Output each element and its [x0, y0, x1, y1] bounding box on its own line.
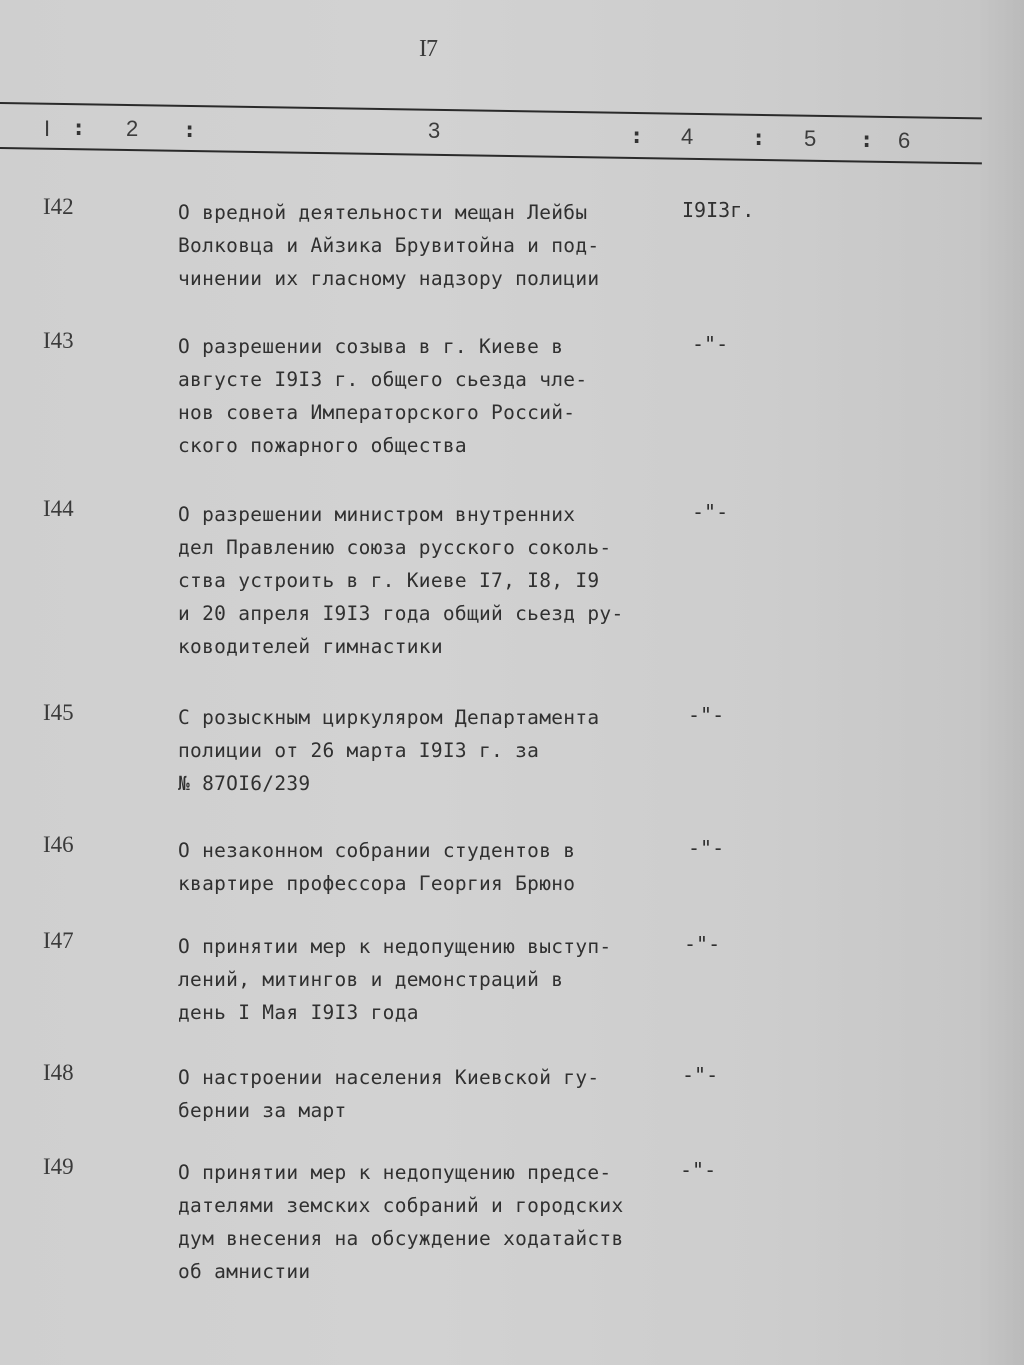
page-edge-shadow	[980, 0, 1024, 1365]
entry-title-line: О настроении населения Киевской гу-	[178, 1066, 600, 1089]
entry-date: -"-	[688, 836, 725, 860]
entry-title	[178, 834, 698, 900]
column-header-2: 2	[126, 116, 139, 141]
entry-title-line: день I Мая I9I3 года	[178, 1001, 419, 1024]
entry-title	[178, 1061, 698, 1127]
column-separator: :	[183, 118, 197, 143]
entry-title-line: квартире профессора Георгия Брюно	[178, 872, 576, 895]
entry-title-line: дум внесения на обсуждение ходатайств	[178, 1227, 624, 1250]
entry-date: -"-	[692, 332, 729, 356]
entry-title-line: О незаконном собрании студентов в	[178, 839, 576, 862]
entry-title-line: О вредной деятельности мещан Лейбы	[178, 201, 588, 224]
entry-date: -"-	[684, 932, 721, 956]
entry-title	[178, 498, 698, 663]
entry-title-line: О принятии мер к недопущению предсе-	[178, 1161, 612, 1184]
column-separator: :	[752, 126, 766, 151]
entry-title-line: дел Правлению союза русского соколь-	[178, 536, 612, 559]
entry-number: I47	[43, 928, 74, 953]
entry-title-line: дателями земских собраний и городских	[178, 1194, 624, 1217]
entry-date: -"-	[692, 500, 729, 524]
page-number: I7	[419, 36, 437, 62]
entry-title	[178, 196, 698, 295]
entry-date: -"-	[680, 1158, 717, 1182]
entry-number: I49	[43, 1154, 74, 1179]
column-separator: :	[860, 128, 874, 153]
column-header-1: I	[44, 116, 51, 141]
entry-title	[178, 701, 698, 800]
entry-title-line: лений, митингов и демонстраций в	[178, 968, 564, 991]
entry-title-line: Волковца и Айзика Брувитойна и под-	[178, 234, 600, 257]
entry-title-line: и 20 апреля I9I3 года общий сьезд ру-	[178, 602, 624, 625]
entry-title-line: полиции от 26 марта I9I3 г. за	[178, 739, 540, 762]
entry-title-line: С розыскным циркуляром Департамента	[178, 706, 600, 729]
entry-title	[178, 1156, 698, 1288]
entry-number: I42	[43, 194, 74, 219]
entry-title	[178, 930, 698, 1029]
entry-number: I45	[43, 700, 74, 725]
column-header-5: 5	[804, 126, 817, 151]
entry-title-line: августе I9I3 г. общего сьезда чле-	[178, 368, 588, 391]
entry-number: I44	[43, 496, 74, 521]
column-header-4: 4	[681, 124, 694, 149]
entry-title-line: О принятии мер к недопущению выступ-	[178, 935, 612, 958]
header-rule-bottom	[0, 147, 982, 164]
entry-date: I9I3г.	[682, 198, 755, 222]
entry-date: -"-	[688, 703, 725, 727]
entry-title-line: О разрешении министром внутренних	[178, 503, 576, 526]
entry-title-line: ского пожарного общества	[178, 434, 467, 457]
entry-title-line: об амнистии	[178, 1260, 311, 1283]
column-separator: :	[630, 124, 644, 149]
entry-number: I46	[43, 832, 74, 857]
entry-date: -"-	[682, 1063, 719, 1087]
column-header-3: 3	[428, 118, 441, 143]
entry-title-line: нов совета Императорского Россий-	[178, 401, 576, 424]
entry-number: I43	[43, 328, 74, 353]
entry-title-line: ства устроить в г. Киеве I7, I8, I9	[178, 569, 600, 592]
entry-title-line: О разрешении созыва в г. Киеве в	[178, 335, 564, 358]
entry-title-line: чинении их гласному надзору полиции	[178, 267, 600, 290]
entry-number: I48	[43, 1060, 74, 1085]
entry-title	[178, 330, 698, 462]
column-header-6: 6	[898, 128, 911, 153]
header-rule-top	[0, 102, 982, 119]
entry-title-line: № 87OI6/239	[178, 772, 311, 795]
column-separator: :	[72, 116, 86, 141]
entry-title-line: ководителей гимнастики	[178, 635, 443, 658]
entry-title-line: бернии за март	[178, 1099, 347, 1122]
